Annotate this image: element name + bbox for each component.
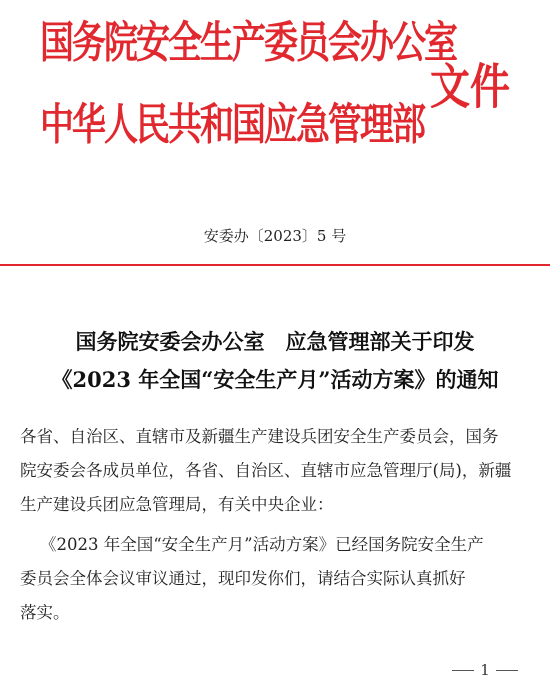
content-line-1: 《2023 年全国“安全生产月”活动方案》已经国务院安全生产 [40,535,484,554]
page-number-value: 1 [480,661,490,679]
page-number [450,660,520,680]
document-title-line-2: 《2023 年全国“安全生产月”活动方案》的通知 [51,367,499,392]
document-type-label: 文件 [430,60,510,116]
red-separator-line [0,264,550,266]
issuer-line-2: 中华人民共和国应急管理部 [40,100,424,152]
addressee-line-3: 生产建设兵团应急管理局，有关中央企业： [20,495,334,514]
addressee-line-2: 院安委会各成员单位，各省、自治区、直辖市应急管理厅(局)，新疆 [20,461,512,480]
content-line-2: 委员会全体会议审议通过，现印发你们，请结合实际认真抓好 [20,569,466,588]
addressee-line-1: 各省、自治区、直辖市及新疆生产建设兵团安全生产委员会，国务 [20,427,499,446]
document-number: 安委办〔2023〕5 号 [203,227,347,245]
document-title-line-1: 国务院安委会办公室 应急管理部关于印发 [75,329,475,354]
content-line-3: 落实。 [20,603,70,622]
page-number-dash-left [452,670,474,671]
page-number-dash-right [496,670,518,671]
document-header [0,0,550,180]
issuer-line-1: 国务院安全生产委员会办公室 [40,18,456,70]
